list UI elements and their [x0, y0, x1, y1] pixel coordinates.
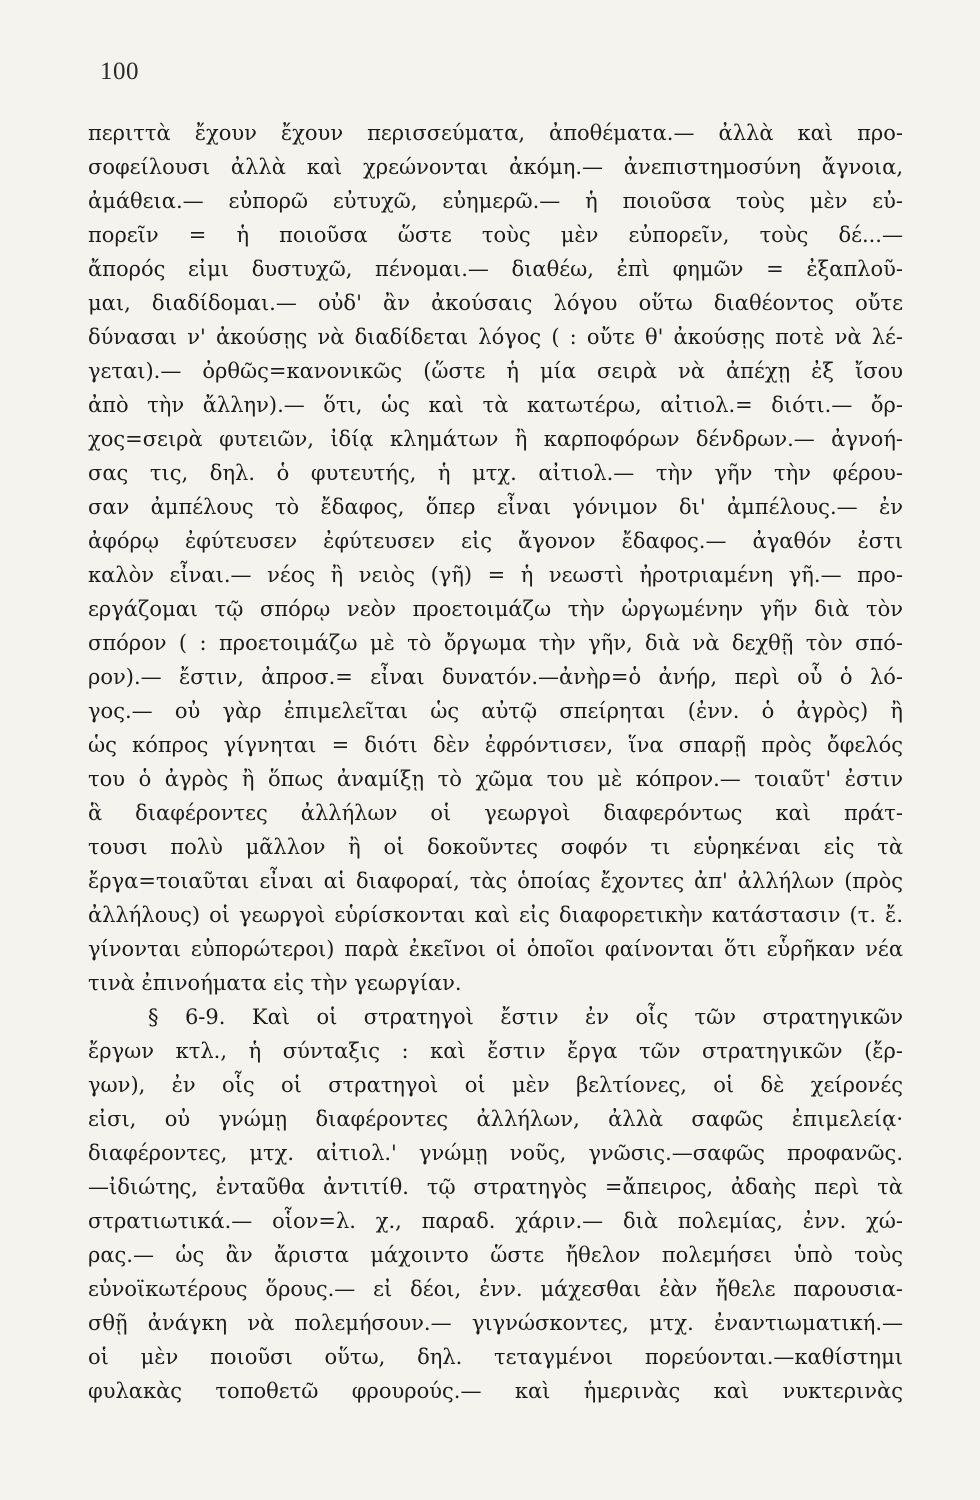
- text-line: ὡς κόπρος γίγνηται = διότι δὲν ἐφρόντισεν, ἵνα σπαρῇ πρὸς ὄφελός: [88, 733, 903, 757]
- text-line: σαν ἀμπέλους τὸ ἔδαφος, ὅπερ εἶναι γόνιμον δι' ἀμπέλους.— ἐν: [88, 495, 903, 519]
- text-line: στρατιωτικά.— οἷον=λ. χ., παραδ. χάριν.— διὰ πολεμίας, ἐνν. χώ-: [88, 1209, 903, 1233]
- section-heading-line: § 6-9. Καὶ οἱ στρατηγοὶ ἔστιν ἐν οἷς τῶν στρατηγικῶν: [148, 1005, 903, 1029]
- text-line: ἃ διαφέροντες ἀλλήλων οἱ γεωργοὶ διαφερόντως καὶ πράτ-: [88, 801, 903, 825]
- text-line: καλὸν εἶναι.— νέος ἢ νειὸς (γῆ) = ἡ νεωστὶ ἠροτριαμένη γῆ.— προ-: [88, 563, 903, 587]
- commentary-text: [88, 116, 903, 1408]
- text-line: γος.— οὐ γὰρ ἐπιμελεῖται ὡς αὐτῷ σπείρηται (ἐνν. ὁ ἀγρὸς) ἢ: [88, 699, 903, 723]
- text-line: εργάζομαι τῷ σπόρῳ νεὸν προετοιμάζω τὴν ὠργωμένην γῆν διὰ τὸν: [88, 597, 903, 621]
- text-line: σας τις, δηλ. ὁ φυτευτής, ἡ μτχ. αἰτιολ.— τὴν γῆν τὴν φέρου-: [88, 461, 903, 485]
- text-line: ἔργων κτλ., ἡ σύνταξις : καὶ ἔστιν ἔργα τῶν στρατηγικῶν (ἔρ-: [88, 1039, 903, 1063]
- text-line: εἰσι, οὐ γνώμῃ διαφέροντες ἀλλήλων, ἀλλὰ σαφῶς ἐπιμελείᾳ·: [88, 1107, 903, 1131]
- text-line: σοφείλουσι ἀλλὰ καὶ χρεώνονται ἀκόμη.— ἀνεπιστημοσύνη ἄγνοια,: [88, 155, 903, 179]
- text-line: φυλακὰς τοποθετῶ φρουρούς.— καὶ ἡμερινὰς καὶ νυκτερινὰς: [88, 1379, 903, 1403]
- text-line: γίνονται εὐπορώτεροι) παρὰ ἐκεῖνοι οἱ ὁποῖοι φαίνονται ὅτι εὗρῆκαν νέα: [88, 937, 903, 961]
- text-line: δύνασαι ν' ἀκούσῃς νὰ διαδίδεται λόγος ( : οὔτε θ' ἀκούσῃς ποτὲ νὰ λέ-: [88, 325, 903, 349]
- text-line: σθῇ ἀνάγκη νὰ πολεμήσουν.— γιγνώσκοντες, μτχ. ἐναντιωματική.—: [88, 1311, 903, 1335]
- text-line: τουσι πολὺ μᾶλλον ἢ οἱ δοκοῦντες σοφόν τι εὑρηκέναι εἰς τὰ: [88, 835, 903, 859]
- text-line: διαφέροντες, μτχ. αἰτιολ.' γνώμῃ νοῦς, γνῶσις.—σαφῶς προφανῶς.: [88, 1141, 903, 1165]
- text-line: ἀφόρῳ ἐφύτευσεν ἐφύτευσεν εἰς ἄγονον ἔδαφος.— ἀγαθόν ἐστι: [88, 529, 903, 553]
- text-line: εὐνοϊκωτέρους ὅρους.— εἰ δέοι, ἐνν. μάχεσθαι ἐὰν ἤθελε παρουσια-: [88, 1277, 903, 1301]
- text-line: γων), ἐν οἷς οἱ στρατηγοὶ οἱ μὲν βελτίονες, οἱ δὲ χείρονές: [88, 1073, 903, 1097]
- text-line: μαι, διαδίδομαι.— οὐδ' ἂν ἀκούσαις λόγου οὕτω διαθέοντος οὔτε: [88, 291, 903, 315]
- text-line: ἀλλήλους) οἱ γεωργοὶ εὑρίσκονται καὶ εἰς διαφορετικὴν κατάστασιν (τ. ἔ.: [88, 903, 903, 927]
- text-line: σπόρον ( : προετοιμάζω μὲ τὸ ὄργωμα τὴν γῆν, διὰ νὰ δεχθῇ τὸν σπό-: [88, 631, 903, 655]
- text-line: περιττὰ ἔχουν ἔχουν περισσεύματα, ἀποθέματα.— ἀλλὰ καὶ προ-: [88, 121, 903, 145]
- text-line: —ἰδιώτης, ἐνταῦθα ἀντιτίθ. τῷ στρατηγὸς =ἄπειρος, ἀδαὴς περὶ τὰ: [88, 1175, 903, 1199]
- text-line: χος=σειρὰ φυτειῶν, ἰδίᾳ κλημάτων ἢ καρποφόρων δένδρων.— ἀγνοή-: [88, 427, 903, 451]
- text-line: ρον).— ἔστιν, ἀπροσ.= εἶναι δυνατόν.—ἀνὴρ=ὁ ἀνήρ, περὶ οὗ ὁ λό-: [88, 665, 903, 689]
- text-line: τινὰ ἐπινοήματα εἰς τὴν γεωργίαν.: [88, 971, 462, 995]
- text-line: του ὁ ἀγρὸς ἢ ὅπως ἀναμίξῃ τὸ χῶμα του μὲ κόπρον.— τοιαῦτ' ἐστιν: [88, 767, 903, 791]
- text-line: ἀμάθεια.— εὐπορῶ εὐτυχῶ, εὐημερῶ.— ἡ ποιοῦσα τοὺς μὲν εὐ-: [88, 189, 903, 213]
- text-line: ἄπορός εἰμι δυστυχῶ, πένομαι.— διαθέω, ἐπὶ φημῶν = ἐξαπλοῦ-: [88, 257, 903, 281]
- page-number: 100: [100, 58, 139, 85]
- text-line: ἀπὸ τὴν ἄλλην).— ὅτι, ὡς καὶ τὰ κατωτέρω, αἰτιολ.= διότι.— ὄρ-: [88, 393, 903, 417]
- text-line: πορεῖν = ἡ ποιοῦσα ὥστε τοὺς μὲν εὐπορεῖν, τοὺς δέ...—: [88, 223, 903, 247]
- text-line: γεται).— ὀρθῶς=κανονικῶς (ὥστε ἡ μία σειρὰ νὰ ἀπέχῃ ἐξ ἴσου: [88, 359, 903, 383]
- text-line: ρας.— ὡς ἂν ἄριστα μάχοιντο ὥστε ἤθελον πολεμήσει ὑπὸ τοὺς: [88, 1243, 903, 1267]
- text-line: οἱ μὲν ποιοῦσι οὕτω, δηλ. τεταγμένοι πορεύονται.—καθίστημι: [88, 1345, 903, 1369]
- text-line: ἔργα=τοιαῦται εἶναι αἱ διαφοραί, τὰς ὁποίας ἔχοντες ἀπ' ἀλλήλων (πρὸς: [88, 869, 903, 893]
